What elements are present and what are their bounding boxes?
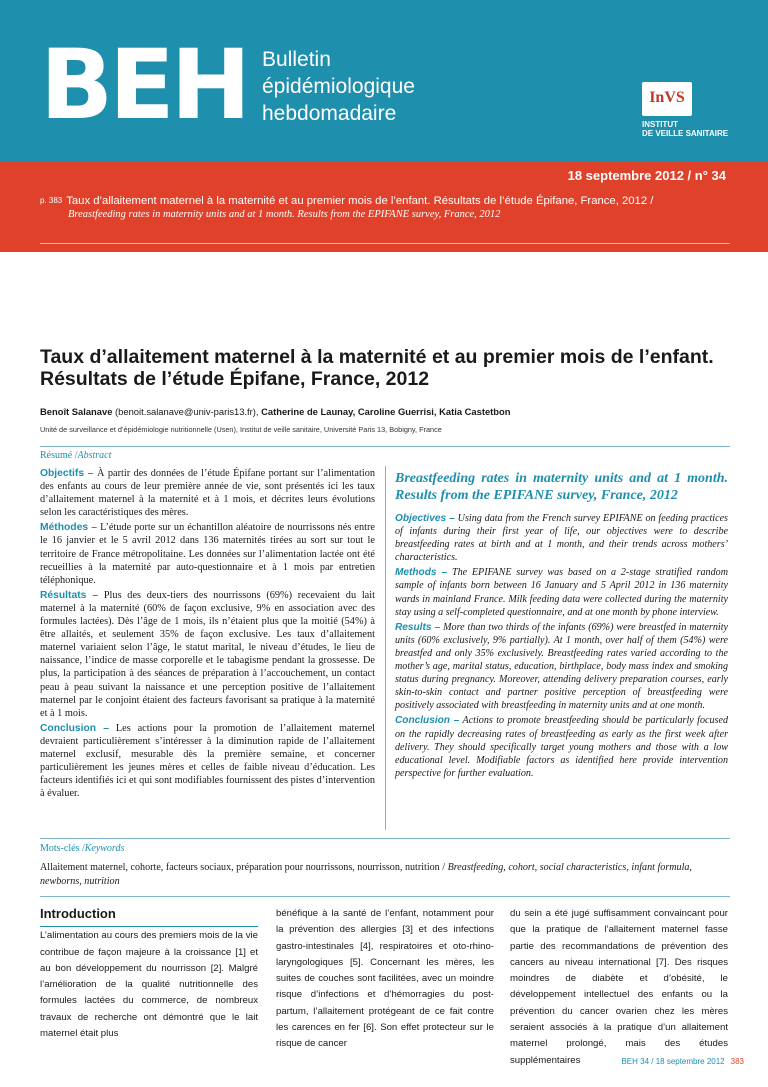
- abstract-en-results: [395, 621, 728, 713]
- coauthors: Catherine de Launay, Caroline Guerrisi, Katia Castetbon: [261, 406, 511, 417]
- body-column-3-text: du sein a été jugé suffisamment convaincant pour que la pratique de l’allaitement maternel fasse partie des recommandations de prévention des cancers au niveau international [7]. Des risques moindres de diabète et d’obésité, le développement intellectuel des enfants ou la prévention du cancer ovarien chez les mères seraient associés à la pratique d’un allaitement maternel prolongé, mais des études supplémentaires: [510, 908, 728, 1066]
- kw-resultats: Résultats –: [40, 589, 99, 601]
- bulletin-line-3: hebdomadaire: [262, 102, 397, 125]
- abstract-fr-conclusion: [40, 722, 375, 801]
- table-of-contents[interactable]: [40, 194, 730, 222]
- beh-logo: BEH: [40, 29, 248, 141]
- author-email[interactable]: (benoit.salanave@univ-paris13.fr),: [115, 406, 259, 417]
- abstract-divider-top: [40, 446, 730, 447]
- kw-methodes: Méthodes –: [40, 522, 98, 534]
- abstract-en-results-text: More than two thirds of the infants (69%) were breastfed in maternity units (60% exclusively, 9% partially). At 1 month, over half of them (54%) were breastfed and only 35% exclusively. Breastfeeding rates varied according to the mother’s age, marital status, education, birthplace, body mass index and smoking status during pregnancy. Moreover, attending delivery preparation courses, early skin-to-skin contact and partner positive perception of breastfeeding were positively associated with breastfeeding in maternity units and at one month.: [395, 621, 728, 712]
- abstract-label-en: Abstract: [77, 450, 112, 461]
- bulletin-line-2: épidémiologique: [262, 75, 415, 98]
- keywords-fr: Allaitement maternel, cohorte, facteurs sociaux, préparation pour nourrissons, nourrisson, nutrition /: [40, 862, 446, 873]
- keywords-label: [40, 843, 124, 854]
- keywords-label-en: Keywords: [84, 843, 125, 854]
- abstract-fr-results-text: Plus des deux-tiers des nourrissons (69%) recevaient du lait maternel à la maternité (60% de façon exclusive, 9% en association avec des formules lactées). Dès l’âge de 1 mois, ils n’étaient plus que la moitié (54%) à être allaités, et seulement 35% de façon exclusive. Les taux d’allaitement maternel variaient selon l’âge, le statut marital, le niveau d’études, le lieu de naissance, l’indice de masse corporelle et le tabagisme pendant la grossesse. De plus, la participation à des séances de préparation à l’accouchement, un contact peau à peau suivant la naissance et une perception positive de l’allaitement maternel par le conjoint étaient des facteurs favorisant sa pratique à la maternité et à 1 mois.: [40, 589, 375, 719]
- toc-divider: [40, 243, 730, 244]
- footer-page-number: 383: [730, 1057, 744, 1066]
- invs-logo: [642, 82, 692, 116]
- bulletin-title: [262, 46, 415, 127]
- invs-label: [642, 120, 728, 138]
- abstract-label: [40, 450, 111, 461]
- abstract-en-methods: [395, 566, 728, 618]
- article-title: Taux d’allaitement maternel à la maternité et au premier mois de l’enfant. Résultats de l’étude Épifane, France, 2012: [40, 346, 714, 390]
- intro-heading: Introduction: [40, 906, 116, 921]
- abstract-fr: [40, 467, 375, 802]
- kw-results: Results –: [395, 621, 441, 633]
- abstract-label-fr: Résumé /: [40, 450, 78, 461]
- abstract-en: [395, 470, 728, 782]
- toc-title-fr: Taux d’allaitement maternel à la maternité et au premier mois de l’enfant. Résultats de l’étude Épifane, France, 2012 /: [66, 195, 654, 207]
- abstract-en-conclusion: [395, 714, 728, 779]
- body-column-1-text: L’alimentation au cours des premiers mois de la vie contribue de façon majeure à la croissance [1] et au bon développement du nourrisson [2]. Malgré l’amélioration de la qualité nutritionnelle des formules lactées du commerce, de nombreux travaux de recherche ont démontré que le lait maternel était plus: [40, 930, 258, 1040]
- bulletin-line-1: Bulletin: [262, 48, 331, 71]
- abstract-en-objectives-text: Using data from the French survey EPIFANE on feeding practices of infants during their first year of life, our objectives were to describe breastfeeding rates at birth and at 1 month, and their trends across mothers’ characteristics.: [395, 513, 728, 564]
- body-column-2: [276, 906, 494, 1053]
- keywords-label-fr: Mots-clés /: [40, 843, 85, 854]
- abstract-fr-objectives-text: À partir des données de l’étude Épifane portant sur l’alimentation des enfants au cours de leur première année de vie, sont présentés ici les taux d’allaitement maternel à la maternité et à 1 mois, et décrites leurs évolutions selon les caractéristiques des mères.: [40, 468, 375, 519]
- body-divider: [40, 896, 730, 897]
- abstract-fr-methods: [40, 521, 375, 586]
- invs-label-2: DE VEILLE SANITAIRE: [642, 129, 729, 138]
- page-footer: [621, 1057, 744, 1066]
- kw-conclusion: Conclusion –: [40, 722, 109, 734]
- authors: [40, 406, 730, 417]
- abstract-column-divider: [385, 466, 386, 830]
- kw-conclusion-en: Conclusion –: [395, 715, 460, 727]
- invs-logo-text: InVS: [649, 89, 685, 106]
- keywords-text: [40, 861, 730, 889]
- abstract-fr-methods-text: L’étude porte sur un échantillon aléatoire de nourrissons nés entre le 16 janvier et le 5 avril 2012 dans 136 maternités tirées au sort sur tout le territoire de France métropolitaine. Les données sur l’alimentation lactée ont été recueillies à la maternité par auto-questionnaire et à 1 mois par entretien téléphonique.: [40, 522, 375, 586]
- body-column-3: [510, 906, 728, 1069]
- intro-heading-rule: [40, 926, 258, 927]
- invs-label-1: INSTITUT: [642, 120, 678, 129]
- keywords-divider: [40, 838, 730, 839]
- abstract-en-objectives: [395, 512, 728, 564]
- kw-objectives: Objectives –: [395, 513, 455, 524]
- first-author: Benoît Salanave: [40, 406, 113, 417]
- abstract-en-title: Breastfeeding rates in maternity units and at 1 month. Results from the EPIFANE survey, France, 2012: [395, 471, 728, 503]
- footer-issue: BEH 34 / 18 septembre 2012: [621, 1057, 725, 1066]
- affiliation: Unité de surveillance et d’épidémiologie nutritionnelle (Usen), Institut de veille sanitaire, Université Paris 13, Bobigny, France: [40, 425, 442, 434]
- abstract-en-conclusion-text: Actions to promote breastfeeding should be particularly focused on the rapidly decreasing rates of breastfeeding as early as the first week after delivery. They should specifically target young mothers and those with a low educational level. Modifiable factors as identified here provide intervention perspective for further evaluation.: [395, 715, 728, 779]
- body-column-2-text: bénéfique à la santé de l’enfant, notamment pour la prévention des allergies [3] et des infections gastro-intestinales [4], respiratoires et oto-rhino-laryngologiques [5]. Concernant les mères, les suites de couches sont facilitées, avec un moindre risque d’infections et d’hémorragies du post-partum, l’allaitement protégeant de ce fait contre les carences en fer [6]. Son effet protecteur sur le risque de cancer: [276, 908, 494, 1050]
- kw-methods: Methods –: [395, 567, 448, 579]
- toc-page: p. 383: [40, 196, 63, 205]
- abstract-en-methods-text: The EPIFANE survey was based on a 2-stage stratified random sample of infants born between 16 January and 5 April 2012 in 136 maternity wards in mainland France. Milk feeding data were collected during the maternity stay using a self-completed questionnaire, and at one month by phone interview.: [395, 567, 728, 618]
- keywords-en: Breastfeeding, cohort, social characteristics, infant formula, newborns, nutrition: [40, 862, 692, 887]
- abstract-fr-objectives: [40, 467, 375, 519]
- kw-objectifs: Objectifs –: [40, 468, 94, 479]
- issue-date: 18 septembre 2012 / n° 34: [567, 168, 726, 183]
- abstract-fr-conclusion-text: Les actions pour la promotion de l’allaitement maternel devraient particulièrement s’intéresser à la diminution rapide de l’allaitement maternel exclusif, mesurable dès la première semaine, et concerner particulièrement les jeunes mères et celles de faible niveau d’éducation. Les facteurs identifiés ici et qui sont modifiables fournissent des pistes d’intervention à évaluer.: [40, 722, 376, 800]
- abstract-fr-results: [40, 589, 375, 720]
- toc-title-en: Breastfeeding rates in maternity units and at 1 month. Results from the EPIFANE survey, France, 2012: [68, 209, 501, 220]
